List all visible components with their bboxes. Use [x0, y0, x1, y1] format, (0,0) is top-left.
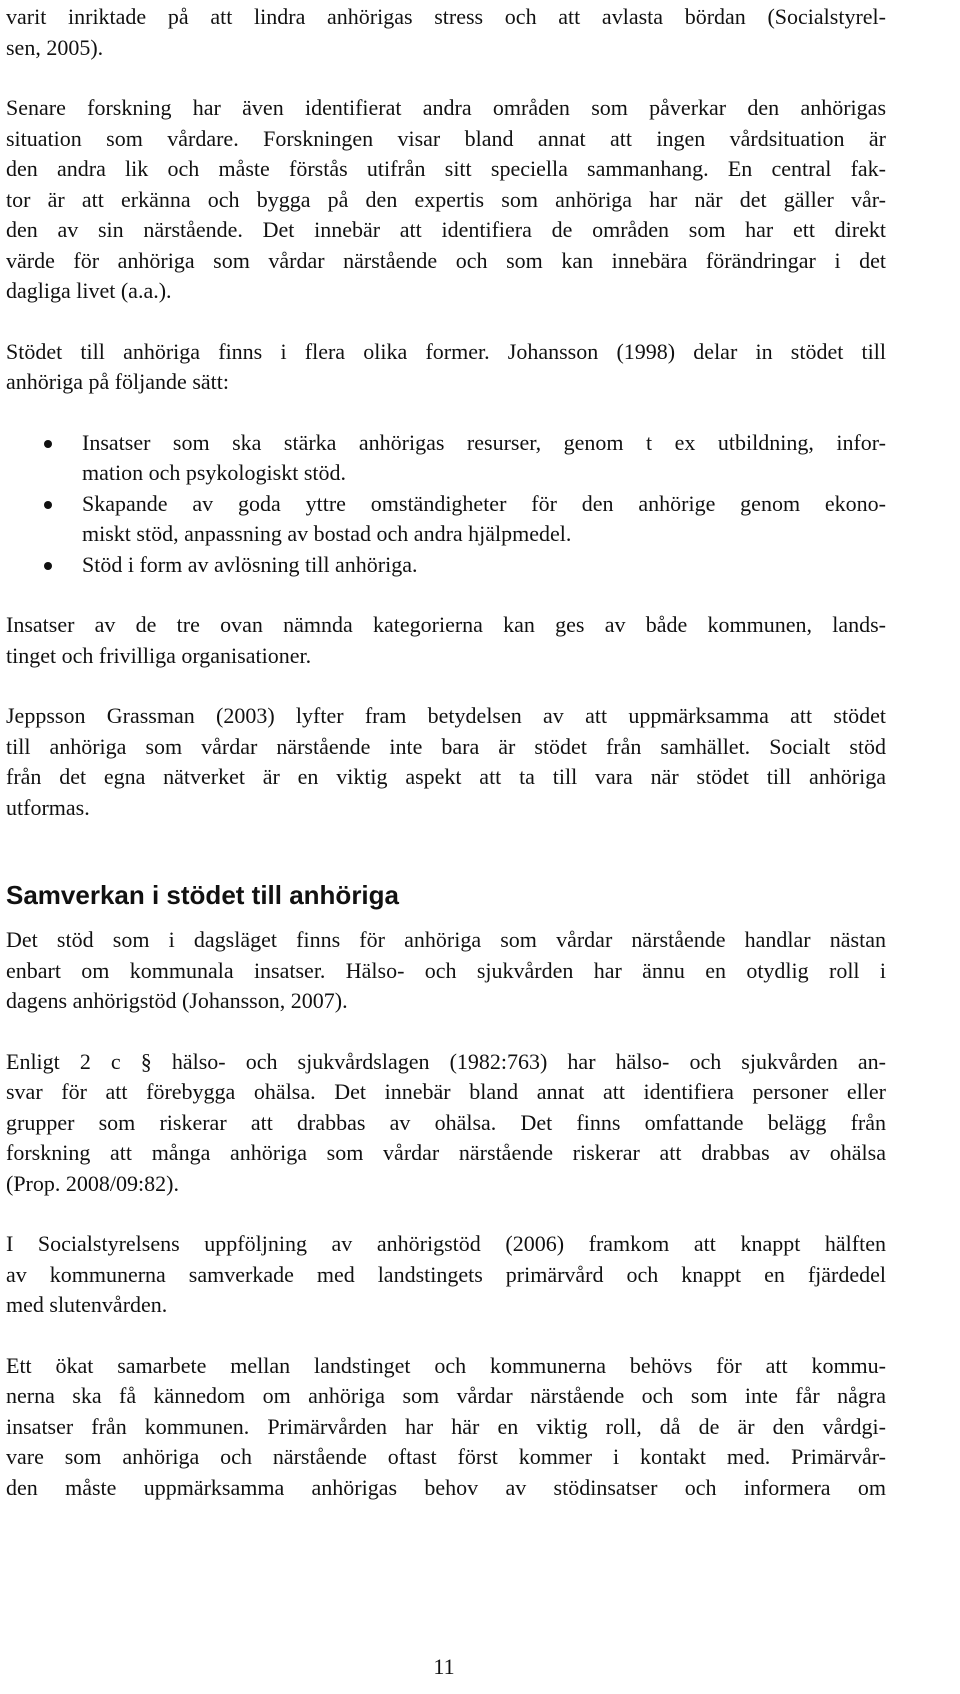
- text-line: med slutenvården.: [6, 1292, 168, 1317]
- text-line: Stöd i form av avlösning till anhöriga.: [82, 551, 418, 577]
- text-line: tinget och frivilliga organisationer.: [6, 642, 312, 668]
- text-line: I Socialstyrelsens uppföljning av anhörigstöd (2006) framkom att knappt hälften: [6, 1231, 886, 1256]
- section-heading: Samverkan i stödet till anhöriga: [6, 880, 399, 910]
- text-line: av kommunerna samverkade med landstingets primärvård och knappt en fjärdedel: [6, 1261, 886, 1287]
- text-line: Insatser av de tre ovan nämnda kategorierna kan ges av både kommunen, lands-: [6, 612, 886, 637]
- text-line: forskning att många anhöriga som vårdar närstående riskerar att drabbas av ohälsa: [6, 1140, 886, 1165]
- text-line: Skapande av goda yttre omständigheter för den anhörige genom ekono-: [82, 490, 886, 516]
- text-line: miskt stöd, anpassning av bostad och andra hjälpmedel.: [82, 521, 572, 546]
- bullet-icon: [44, 562, 52, 570]
- text-line: från det egna nätverket är en viktig aspekt att ta till vara när stödet till anhöriga: [6, 764, 886, 789]
- text-line: den av sin närstående. Det innebär att identifiera de områden som har ett direkt: [6, 217, 886, 242]
- paragraph: [6, 1047, 886, 1200]
- text-line: den måste uppmärksamma anhörigas behov av stödinsatser och informera om: [6, 1474, 886, 1500]
- text-line: Senare forskning har även identifierat andra områden som påverkar den anhörigas: [6, 95, 886, 120]
- paragraph: [6, 93, 886, 307]
- text-line: värde för anhöriga som vårdar närstående och som kan innebära förändringar i det: [6, 247, 886, 273]
- text-line: utformas.: [6, 794, 90, 820]
- paragraph: [6, 925, 886, 1017]
- page-number: 11: [433, 1654, 455, 1679]
- paragraph: [6, 2, 886, 63]
- text-line: svar för att förebygga ohälsa. Det innebär bland annat att identifiera personer eller: [6, 1079, 886, 1104]
- text-line: enbart om kommunala insatser. Hälso- och sjukvården har ännu en otydlig roll i: [6, 957, 886, 983]
- bullet-icon: [44, 440, 52, 448]
- bullet-icon: [44, 501, 52, 509]
- list-intro-paragraph: [6, 337, 886, 398]
- body-text-bottom: [6, 925, 886, 1503]
- text-line: grupper som riskerar att drabbas av ohälsa. Det finns omfattande belägg från: [6, 1109, 886, 1135]
- text-line: dagens anhörigstöd (Johansson, 2007).: [6, 988, 348, 1013]
- bullet-list: [6, 428, 886, 581]
- text-line: tor är att erkänna och bygga på den expertis som anhöriga har när det gäller vår-: [6, 186, 886, 212]
- paragraph: [6, 1229, 886, 1321]
- text-line: Enligt 2 c § hälso- och sjukvårdslagen (1982:763) har hälso- och sjukvården an-: [6, 1048, 886, 1074]
- text-line: nerna ska få kännedom om anhöriga som vårdar närstående och som inte får några: [6, 1383, 886, 1408]
- body-text-middle: [6, 610, 886, 823]
- text-line: situation som vårdare. Forskningen visar bland annat att ingen vårdsituation är: [6, 125, 886, 151]
- list-item: [6, 428, 886, 489]
- text-line: den andra lik och måste förstås utifrån sitt speciella sammanhang. En central fak-: [6, 156, 886, 181]
- list-item: [6, 489, 886, 550]
- body-text-top: [6, 2, 886, 307]
- list-item: [6, 550, 886, 581]
- paragraph: [6, 701, 886, 823]
- text-line: mation och psykologiskt stöd.: [82, 460, 346, 485]
- document-page: [6, 2, 886, 1503]
- text-line: anhöriga på följande sätt:: [6, 369, 229, 394]
- text-line: Det stöd som i dagsläget finns för anhöriga som vårdar närstående handlar nästan: [6, 927, 886, 952]
- paragraph: [6, 1351, 886, 1504]
- text-line: sen, 2005).: [6, 34, 104, 60]
- text-line: Insatser som ska stärka anhörigas resurser, genom t ex utbildning, infor-: [82, 429, 886, 455]
- paragraph: [6, 610, 886, 671]
- text-line: Stödet till anhöriga finns i flera olika former. Johansson (1998) delar in stödet till: [6, 338, 886, 364]
- text-line: vare som anhöriga och närstående oftast först kommer i kontakt med. Primärvår-: [6, 1444, 886, 1469]
- text-line: Ett ökat samarbete mellan landstinget och kommunerna behövs för att kommu-: [6, 1352, 886, 1378]
- text-line: Jeppsson Grassman (2003) lyfter fram betydelsen av att uppmärksamma att stödet: [6, 703, 886, 728]
- text-line: dagliga livet (a.a.).: [6, 278, 172, 303]
- text-line: till anhöriga som vårdar närstående inte bara är stödet från samhället. Socialt stöd: [6, 733, 886, 759]
- text-line: insatser från kommunen. Primärvården har här en viktig roll, då de är den vårdgi-: [6, 1413, 886, 1439]
- text-line: (Prop. 2008/09:82).: [6, 1170, 179, 1196]
- text-line: varit inriktade på att lindra anhörigas stress och att avlasta bördan (Socialstyrel-: [6, 4, 886, 29]
